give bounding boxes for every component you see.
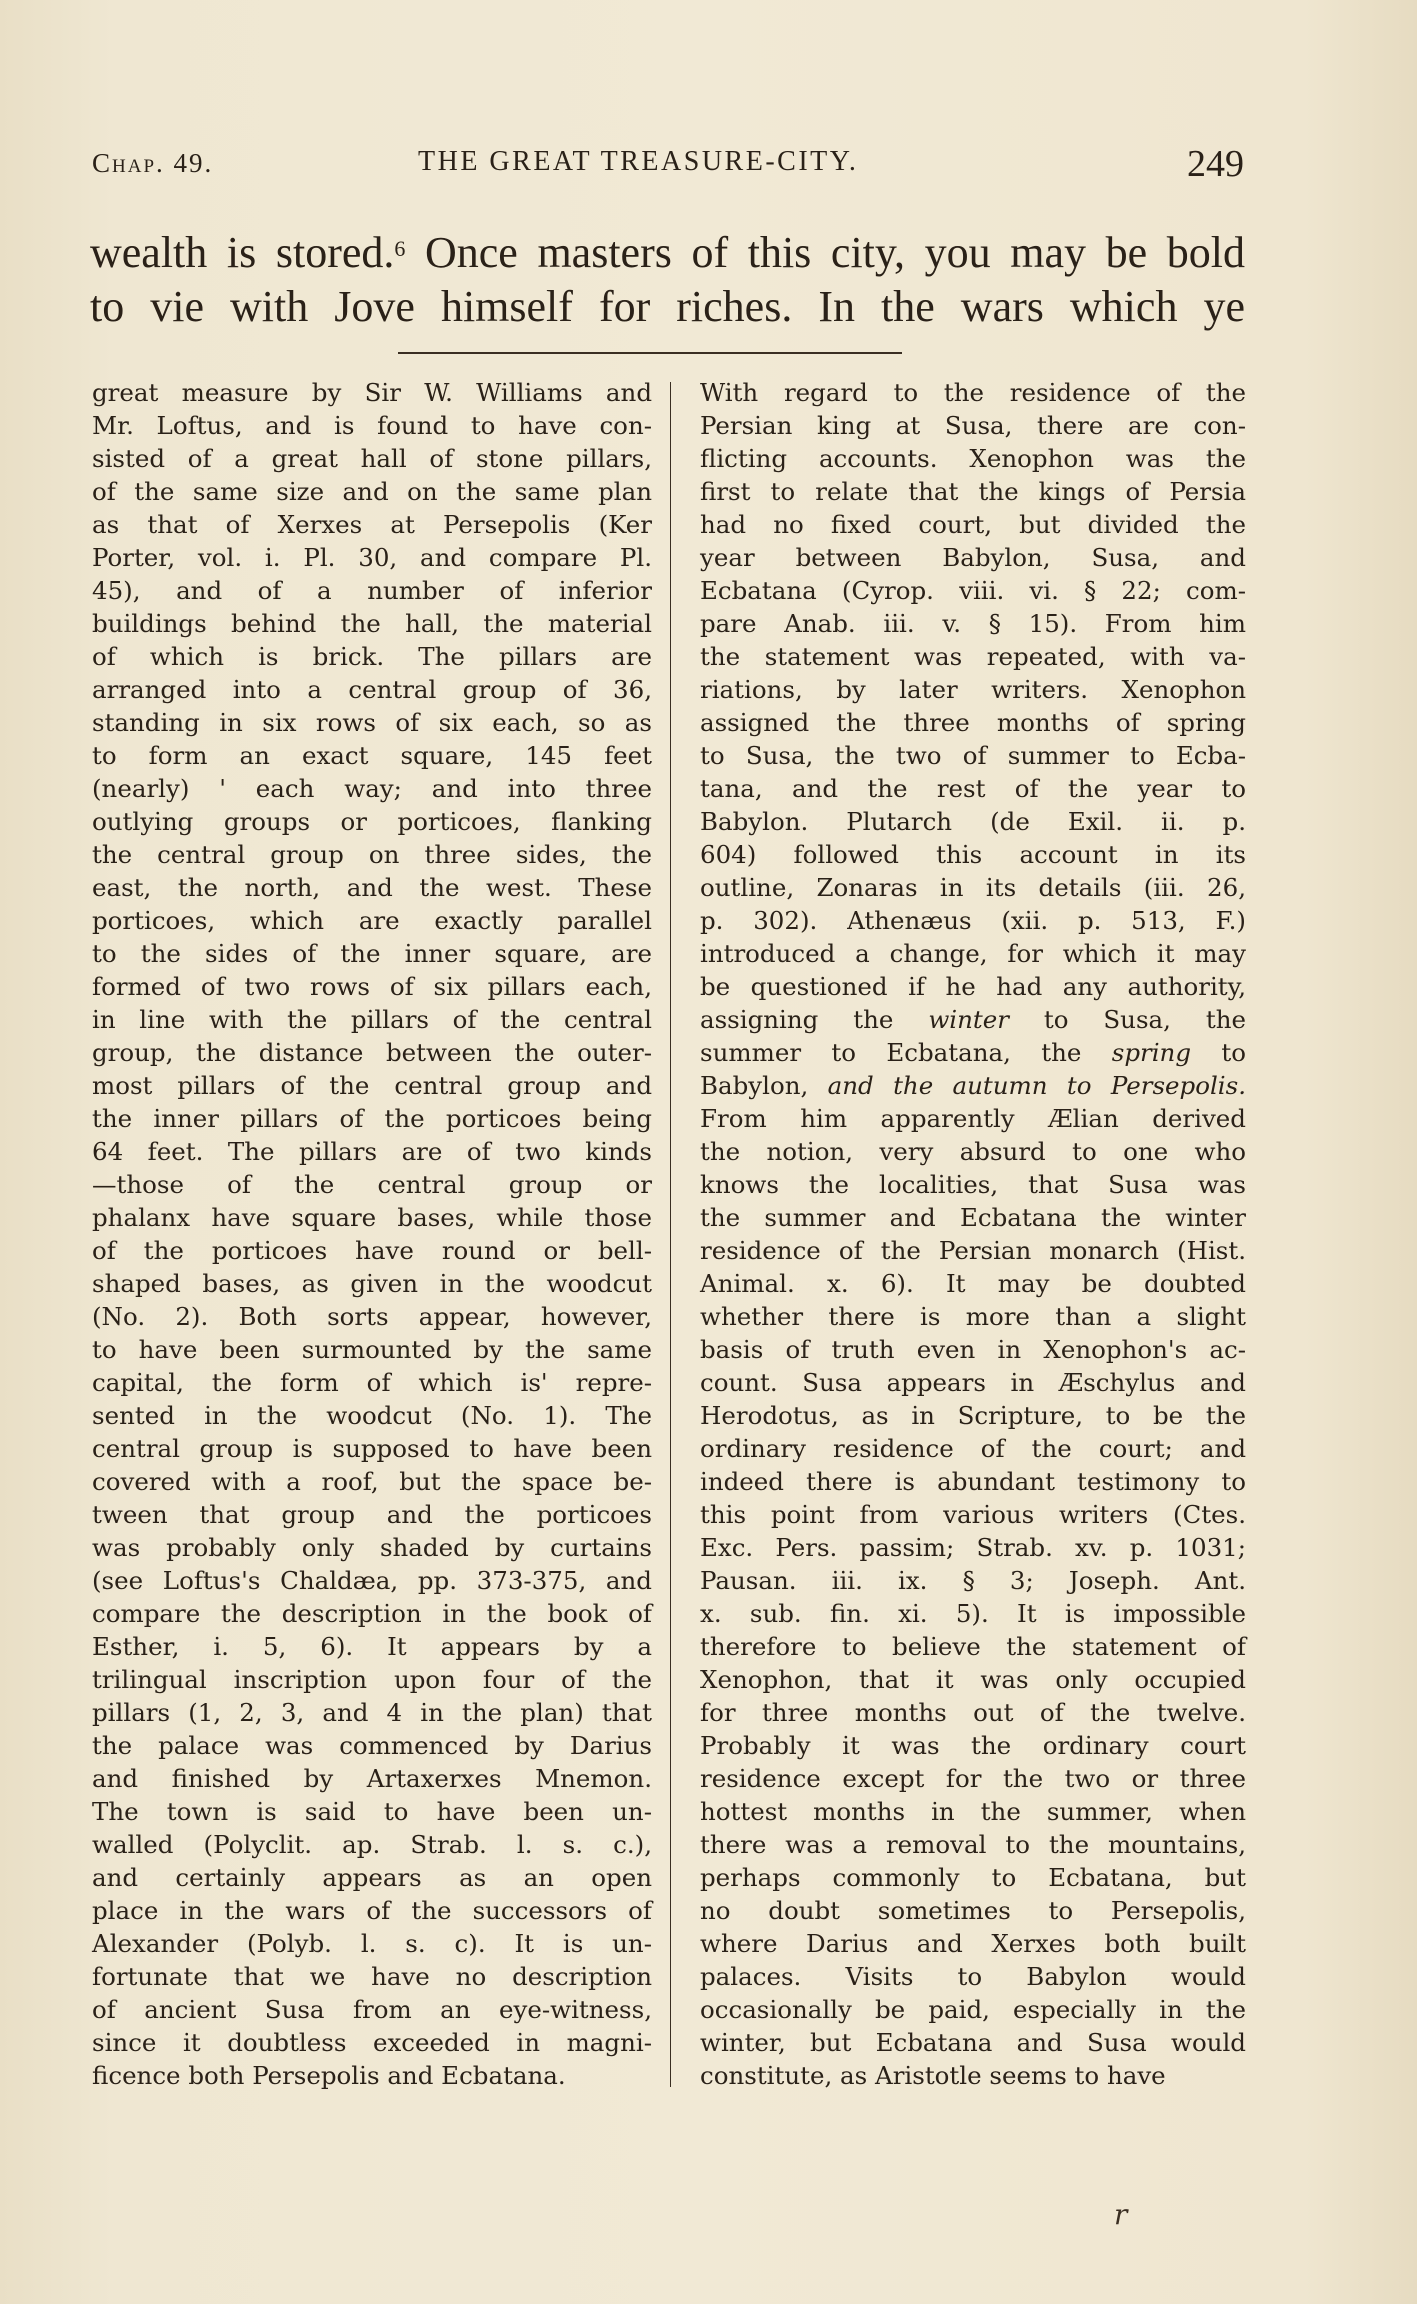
footnote-line: riations, by later writers. Xenophon: [700, 675, 1246, 704]
footnote-line: formed of two rows of six pillars each,: [92, 972, 652, 1001]
footnote-line: 45), and of a number of inferior: [92, 576, 652, 605]
footnote-line: of the same size and on the same plan: [92, 477, 652, 506]
footnote-line: for three months out of the twelve.: [700, 1698, 1246, 1727]
footnote-line: The town is said to have been un-: [92, 1797, 652, 1826]
column-divider: [670, 382, 671, 2087]
footnote-line: most pillars of the central group and: [92, 1071, 652, 1100]
footnote-line: ficence both Persepolis and Ecbatana.: [92, 2061, 566, 2090]
footnote-line: group, the distance between the outer-: [92, 1038, 652, 1067]
footnote-line: tana, and the rest of the year to: [700, 774, 1246, 803]
footnote-line: trilingual inscription upon four of the: [92, 1665, 652, 1694]
footnote-line: count. Susa appears in Æschylus and: [700, 1368, 1246, 1397]
footnote-line: to Susa, the two of summer to Ecba-: [700, 741, 1246, 770]
footnote-line: be questioned if he had any authority,: [700, 972, 1246, 1001]
footnote-line: of which is brick. The pillars are: [92, 642, 652, 671]
footnote-line: the palace was commenced by Darius: [92, 1731, 652, 1760]
stray-mark: r: [1114, 2198, 1128, 2231]
footnote-line: flicting accounts. Xenophon was the: [700, 444, 1246, 473]
footnote-line: (nearly) ' each way; and into three: [92, 774, 652, 803]
footnote-line: assigned the three months of spring: [700, 708, 1246, 737]
footnote-line: porticoes, which are exactly parallel: [92, 906, 652, 935]
footnote-line: fortunate that we have no description: [92, 1962, 652, 1991]
footnote-line: summer to Ecbatana, the spring to: [700, 1038, 1246, 1067]
footnote-line: compare the description in the book of: [92, 1599, 652, 1628]
footnote-line: the summer and Ecbatana the winter: [700, 1203, 1246, 1232]
footnote-line: great measure by Sir W. Williams and: [92, 378, 652, 407]
footnote-line: place in the wars of the successors of: [92, 1896, 652, 1925]
footnote-line: With regard to the residence of the: [700, 378, 1246, 407]
footnote-line: capital, the form of which is' repre-: [92, 1368, 652, 1397]
footnote-line: there was a removal to the mountains,: [700, 1830, 1246, 1859]
footnote-line: Pausan. iii. ix. § 3; Joseph. Ant.: [700, 1566, 1246, 1595]
footnote-line: in line with the pillars of the central: [92, 1005, 652, 1034]
footnote-line: x. sub. fin. xi. 5). It is impossible: [700, 1599, 1246, 1628]
footnote-marker: 6: [394, 236, 406, 261]
footnote-line: Babylon, and the autumn to Persepolis.: [700, 1071, 1246, 1100]
running-head: [92, 142, 1244, 186]
main-text-line: to vie with Jove himself for riches. In the wars which ye: [90, 282, 1245, 331]
footnote-line: Probably it was the ordinary court: [700, 1731, 1246, 1760]
footnote-line: assigning the winter to Susa, the: [700, 1005, 1246, 1034]
footnote-line: the statement was repeated, with va-: [700, 642, 1246, 671]
footnote-line: first to relate that the kings of Persia: [700, 477, 1246, 506]
footnote-rule: [398, 352, 902, 354]
footnote-line: the inner pillars of the porticoes being: [92, 1104, 652, 1133]
footnote-line: as that of Xerxes at Persepolis (Ker: [92, 510, 652, 539]
footnote-line: constitute, as Aristotle seems to have: [700, 2061, 1166, 2090]
footnote-line: and finished by Artaxerxes Mnemon.: [92, 1764, 652, 1793]
footnote-line: Animal. x. 6). It may be doubted: [700, 1269, 1246, 1298]
footnote-line: this point from various writers (Ctes.: [700, 1500, 1246, 1529]
main-text-segment: Once masters of this city, you may be bold: [405, 228, 1245, 277]
footnote-line: Exc. Pers. passim; Strab. xv. p. 1031;: [700, 1533, 1246, 1562]
footnote-line: Babylon. Plutarch (de Exil. ii. p.: [700, 807, 1246, 836]
footnote-line: residence except for the two or three: [700, 1764, 1246, 1793]
footnote-line: winter, but Ecbatana and Susa would: [700, 2028, 1246, 2057]
page-number: 249: [1187, 143, 1244, 185]
footnote-line: (see Loftus's Chaldæa, pp. 373-375, and: [92, 1566, 652, 1595]
footnote-line: the notion, very absurd to one who: [700, 1137, 1246, 1166]
footnote-line: the central group on three sides, the: [92, 840, 652, 869]
main-text-line: [90, 226, 1245, 280]
footnote-line: (No. 2). Both sorts appear, however,: [92, 1302, 652, 1331]
footnote-line: standing in six rows of six each, so as: [92, 708, 652, 737]
footnote-line: year between Babylon, Susa, and: [700, 543, 1246, 572]
footnote-line: shaped bases, as given in the woodcut: [92, 1269, 652, 1298]
footnote-line: of ancient Susa from an eye-witness,: [92, 1995, 652, 2024]
footnote-line: From him apparently Ælian derived: [700, 1104, 1246, 1133]
footnote-line: pillars (1, 2, 3, and 4 in the plan) that: [92, 1698, 652, 1727]
footnote-line: knows the localities, that Susa was: [700, 1170, 1246, 1199]
footnote-line: east, the north, and the west. These: [92, 873, 652, 902]
footnote-line: buildings behind the hall, the material: [92, 609, 652, 638]
footnote-line: therefore to believe the statement of: [700, 1632, 1246, 1661]
footnote-line: to form an exact square, 145 feet: [92, 741, 652, 770]
footnote-line: where Darius and Xerxes both built: [700, 1929, 1246, 1958]
footnote-line: sented in the woodcut (No. 1). The: [92, 1401, 652, 1430]
footnote-line: walled (Polyclit. ap. Strab. l. s. c.),: [92, 1830, 652, 1859]
footnote-line: arranged into a central group of 36,: [92, 675, 652, 704]
footnote-line: 64 feet. The pillars are of two kinds: [92, 1137, 652, 1166]
footnote-line: 604) followed this account in its: [700, 840, 1246, 869]
footnote-line: ordinary residence of the court; and: [700, 1434, 1246, 1463]
footnote-line: Xenophon, that it was only occupied: [700, 1665, 1246, 1694]
footnote-line: to the sides of the inner square, are: [92, 939, 652, 968]
footnote-line: tween that group and the porticoes: [92, 1500, 652, 1529]
chapter-label: Chap. 49.: [92, 148, 214, 178]
footnote-line: phalanx have square bases, while those: [92, 1203, 652, 1232]
footnote-line: Persian king at Susa, there are con-: [700, 411, 1246, 440]
footnote-line: since it doubtless exceeded in magni-: [92, 2028, 652, 2057]
footnote-line: no doubt sometimes to Persepolis,: [700, 1896, 1246, 1925]
footnote-line: basis of truth even in Xenophon's ac-: [700, 1335, 1246, 1364]
footnote-line: Esther, i. 5, 6). It appears by a: [92, 1632, 652, 1661]
footnote-line: introduced a change, for which it may: [700, 939, 1246, 968]
footnote-line: palaces. Visits to Babylon would: [700, 1962, 1246, 1991]
footnote-line: Porter, vol. i. Pl. 30, and compare Pl.: [92, 543, 652, 572]
footnote-column-right: [700, 376, 1246, 2092]
main-text: [90, 226, 1245, 334]
footnote-line: residence of the Persian monarch (Hist.: [700, 1236, 1246, 1265]
footnote-line: sisted of a great hall of stone pillars,: [92, 444, 652, 473]
footnote-line: Mr. Loftus, and is found to have con-: [92, 411, 652, 440]
footnote-line: covered with a roof, but the space be-: [92, 1467, 652, 1496]
footnote-line: outlying groups or porticoes, flanking: [92, 807, 652, 836]
footnote-line: was probably only shaded by curtains: [92, 1533, 652, 1562]
footnote-line: Herodotus, as in Scripture, to be the: [700, 1401, 1246, 1430]
running-title: THE GREAT TREASURE-CITY.: [418, 146, 859, 177]
footnote-line: whether there is more than a slight: [700, 1302, 1246, 1331]
footnote-line: and certainly appears as an open: [92, 1863, 652, 1892]
footnote-line: Alexander (Polyb. l. s. c). It is un-: [92, 1929, 652, 1958]
footnote-line: to have been surmounted by the same: [92, 1335, 652, 1364]
footnote-line: perhaps commonly to Ecbatana, but: [700, 1863, 1246, 1892]
footnote-line: indeed there is abundant testimony to: [700, 1467, 1246, 1496]
footnote-line: Ecbatana (Cyrop. viii. vi. § 22; com-: [700, 576, 1246, 605]
footnote-column-left: [92, 376, 652, 2092]
footnote-line: occasionally be paid, especially in the: [700, 1995, 1246, 2024]
main-text-segment: wealth is stored.: [90, 228, 395, 277]
footnote-line: central group is supposed to have been: [92, 1434, 652, 1463]
footnote-line: p. 302). Athenæus (xii. p. 513, F.): [700, 906, 1246, 935]
footnote-line: hottest months in the summer, when: [700, 1797, 1246, 1826]
footnote-line: outline, Zonaras in its details (iii. 26,: [700, 873, 1246, 902]
footnote-line: of the porticoes have round or bell-: [92, 1236, 652, 1265]
footnote-line: —those of the central group or: [92, 1170, 652, 1199]
footnote-line: had no fixed court, but divided the: [700, 510, 1246, 539]
footnote-line: pare Anab. iii. v. § 15). From him: [700, 609, 1246, 638]
